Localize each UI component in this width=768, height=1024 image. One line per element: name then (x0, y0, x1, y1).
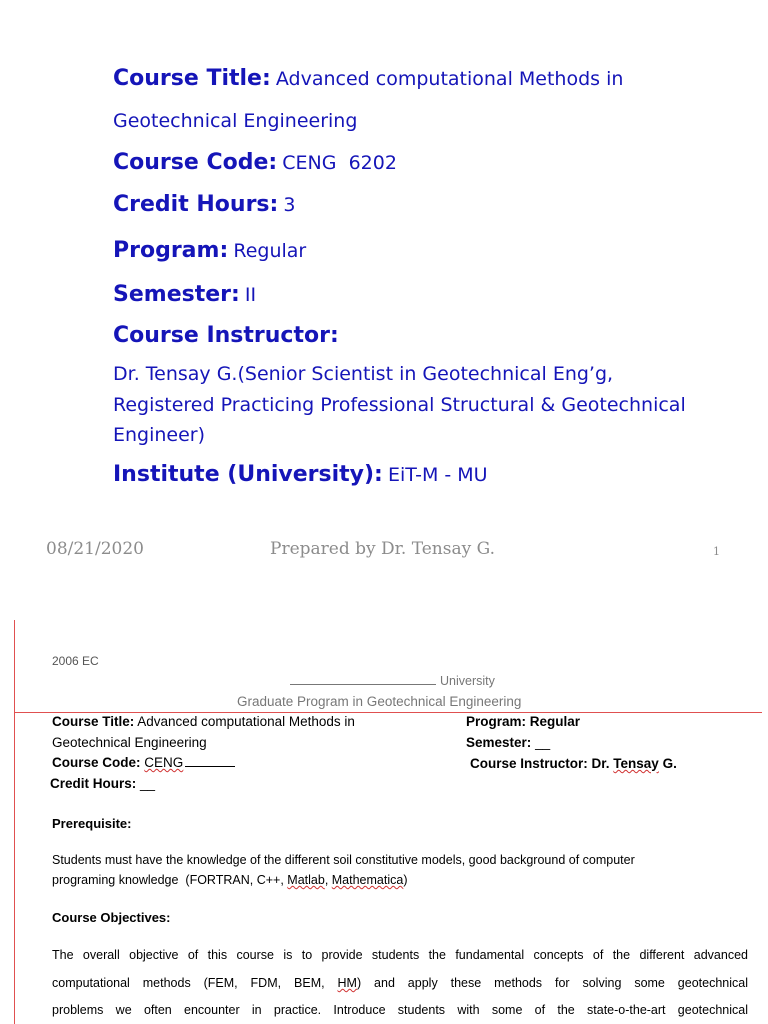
doc-credit-hours-value: __ (140, 776, 156, 791)
credit-hours-label: Credit Hours: (113, 192, 279, 217)
course-code-blank (185, 754, 235, 767)
instructor-detail-3: Engineer) (113, 424, 206, 446)
program-line (113, 238, 306, 263)
doc-credit-hours-label: Credit Hours: (50, 776, 137, 791)
doc-instructor-name: Tensay (613, 756, 659, 771)
doc-credit-hours-line (50, 776, 155, 791)
prereq-close: ) (403, 873, 408, 887)
obj-text-2a: computational methods (FEM, FDM, BEM, (52, 976, 338, 990)
doc-course-title-line (52, 714, 355, 729)
prereq-sep: , (324, 873, 332, 887)
document-page (0, 590, 768, 1024)
program-label: Program: (113, 238, 229, 263)
footer-date: 08/21/2020 (46, 539, 144, 559)
semester-line (113, 282, 256, 307)
objectives-text-3: problems we often encounter in practice. Introduce students with some of the state-o-the-art geotechnical (52, 1003, 748, 1017)
doc-program-label: Program: Regular (466, 714, 581, 729)
doc-university: University (440, 674, 495, 688)
course-code-label: Course Code: (113, 150, 278, 175)
course-code-value: CENG 6202 (282, 152, 397, 174)
course-title-value-cont: Geotechnical Engineering (113, 110, 358, 132)
obj-hm: HM (337, 976, 357, 990)
doc-university-line (290, 674, 495, 688)
program-value: Regular (233, 240, 307, 262)
doc-course-title-label: Course Title: (52, 714, 135, 729)
course-title-label: Course Title: (113, 66, 271, 91)
institute-label: Institute (University): (113, 462, 383, 487)
credit-hours-value: 3 (283, 194, 296, 216)
credit-hours-line (113, 192, 296, 217)
prereq-mathematica: Mathematica (331, 873, 404, 887)
university-blank (290, 674, 436, 685)
doc-course-code-line (52, 754, 235, 770)
objectives-text-2 (52, 976, 748, 990)
doc-course-title-value: Advanced computational Methods in (137, 714, 355, 729)
doc-course-code-value: CENG (144, 755, 184, 770)
objectives-heading: Course Objectives: (52, 910, 171, 925)
doc-program-line (466, 714, 580, 729)
doc-semester-value: __ (535, 735, 551, 750)
instructor-detail-1: Dr. Tensay G.(Senior Scientist in Geotechnical Eng’g, (113, 363, 614, 385)
margin-guide-vertical (14, 620, 15, 1024)
obj-text-2b: ) and apply these methods for solving some geotechnical (356, 976, 748, 990)
prereq-matlab: Matlab (287, 873, 325, 887)
objectives-text-1: The overall objective of this course is to provide students the fundamental concepts of the different advanced (52, 948, 748, 962)
semester-value: II (244, 284, 257, 306)
doc-semester-line (466, 735, 550, 750)
institute-line (113, 462, 488, 487)
instructor-label: Course Instructor: (113, 323, 339, 348)
prerequisite-text-1: Students must have the knowledge of the different soil constitutive models, good background of computer (52, 853, 635, 867)
prerequisite-text-2 (52, 873, 408, 887)
doc-course-title-value-cont: Geotechnical Engineering (52, 735, 207, 750)
course-title-line (113, 66, 623, 91)
instructor-detail-2: Registered Practicing Professional Structural & Geotechnical (113, 394, 686, 416)
semester-label: Semester: (113, 282, 240, 307)
prereq-text-a: programing knowledge (FORTRAN, C++, (52, 873, 288, 887)
doc-graduate-program: Graduate Program in Geotechnical Engineering (237, 694, 522, 709)
prerequisite-heading: Prerequisite: (52, 816, 132, 831)
margin-guide-horizontal (14, 712, 762, 713)
doc-instructor-line (470, 756, 677, 771)
footer-page-number: 1 (713, 545, 720, 558)
doc-course-code-label: Course Code: (52, 755, 141, 770)
doc-instructor-label: Course Instructor: Dr. (470, 756, 610, 771)
doc-semester-label: Semester: (466, 735, 532, 750)
doc-ec-year: 2006 EC (52, 654, 99, 668)
course-code-line (113, 150, 397, 175)
course-title-value: Advanced computational Methods in (275, 68, 624, 90)
footer-prepared-by: Prepared by Dr. Tensay G. (270, 539, 495, 559)
institute-value: EiT-M - MU (387, 464, 488, 486)
doc-instructor-suffix: G. (662, 756, 677, 771)
